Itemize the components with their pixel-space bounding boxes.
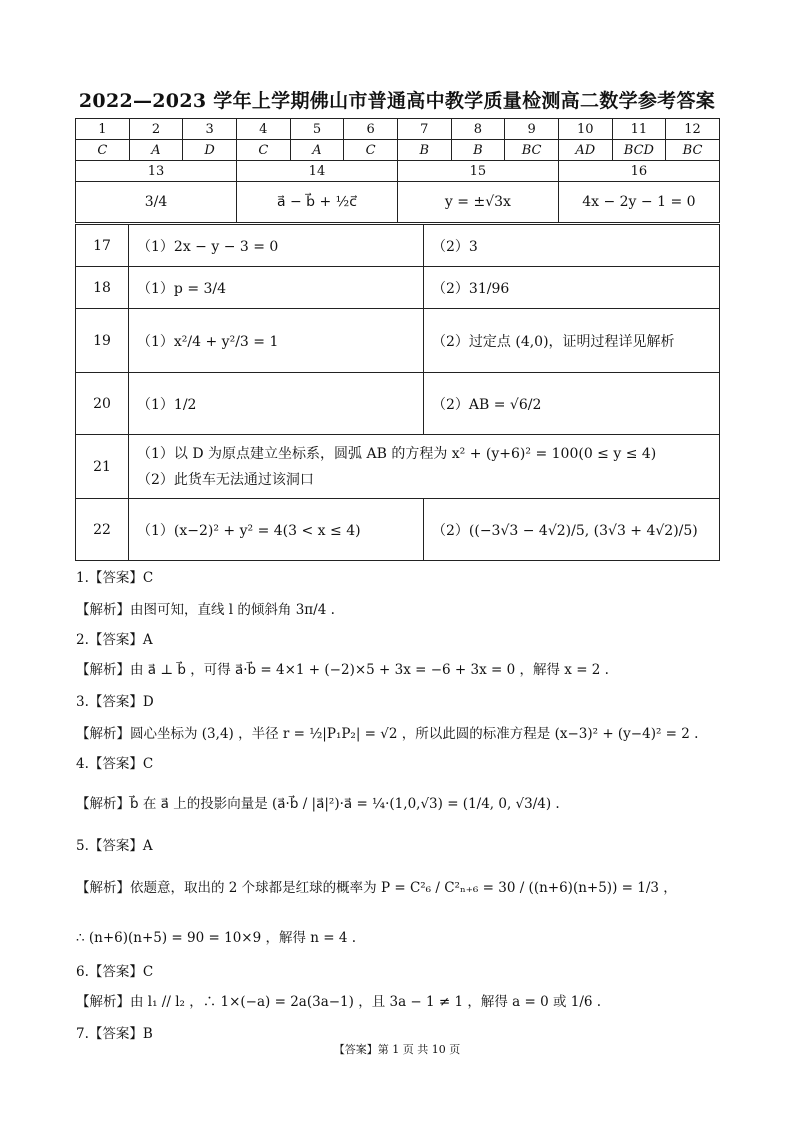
- choice-answer: C: [344, 140, 398, 161]
- question-number: 11: [612, 119, 666, 140]
- solution-row: [76, 499, 720, 561]
- explanation-line: 【解析】由 l₁ // l₂ ，∴ 1×(−a) = 2a(3a−1) ，且 3a − 1 ≠ 1 ，解得 a = 0 或 1/6 .: [76, 994, 602, 1010]
- answer-line: 6.【答案】C: [76, 964, 154, 980]
- part-1-answer: （1）x²/4 + y²/3 = 1: [129, 309, 424, 373]
- part-2-answer: （2）3: [424, 225, 720, 267]
- question-number: 16: [558, 161, 719, 182]
- choice-answer: B: [451, 140, 505, 161]
- question-number: 22: [76, 499, 129, 561]
- choice-answer: BC: [505, 140, 559, 161]
- question-number: 17: [76, 225, 129, 267]
- choice-answer: BC: [666, 140, 720, 161]
- question-number: 8: [451, 119, 505, 140]
- part-1-answer: （1）1/2: [129, 373, 424, 435]
- choice-answer: BCD: [612, 140, 666, 161]
- explanation-line: 【解析】b⃗ 在 a⃗ 上的投影向量是 (a⃗·b⃗ / |a⃗|²)·a⃗ = ¼·(1,0,√3) = (1/4, 0, √3/4) .: [76, 796, 560, 812]
- answer-line: 7.【答案】B: [76, 1026, 153, 1042]
- page-title: 2022—2023 学年上学期佛山市普通高中教学质量检测高二数学参考答案: [78, 90, 716, 112]
- answer-line: 5.【答案】A: [76, 838, 153, 854]
- solution-row: [76, 267, 720, 309]
- question-number: 21: [76, 435, 129, 499]
- solution-row: [76, 373, 720, 435]
- question-number: 4: [236, 119, 290, 140]
- part-2-answer: （2）((−3√3 − 4√2)/5, (3√3 + 4√2)/5): [424, 499, 720, 561]
- solution-text: [129, 435, 720, 499]
- solution-row: [76, 225, 720, 267]
- choice-answer: C: [76, 140, 130, 161]
- part-1-answer: （1）p = 3/4: [129, 267, 424, 309]
- question-number: 20: [76, 373, 129, 435]
- solution-row: [76, 435, 720, 499]
- answer-line: 1.【答案】C: [76, 570, 154, 586]
- choice-number-row: [76, 119, 720, 140]
- question-number: 1: [76, 119, 130, 140]
- answer-table-solutions: [75, 224, 720, 561]
- choice-answer: AD: [558, 140, 612, 161]
- answer-line: 2.【答案】A: [76, 632, 153, 648]
- fill-answer: y = ±√3x: [397, 182, 558, 223]
- explanation-line: ∴ (n+6)(n+5) = 90 = 10×9 ，解得 n = 4 .: [76, 930, 357, 946]
- question-number: 2: [129, 119, 183, 140]
- explanation-line: 【解析】依题意，取出的 2 个球都是红球的概率为 P = C²₆ / C²ₙ₊₆ = 30 / ((n+6)(n+5)) = 1/3 ，: [76, 880, 677, 896]
- fill-number-row: [76, 161, 720, 182]
- question-number: 9: [505, 119, 559, 140]
- page-footer: 【答案】第 1 页 共 10 页: [333, 1043, 461, 1056]
- choice-answer: C: [236, 140, 290, 161]
- answer-line: 4.【答案】C: [76, 756, 154, 772]
- question-number: 18: [76, 267, 129, 309]
- choice-answer: A: [129, 140, 183, 161]
- explanation-line: 【解析】由图可知，直线 l 的倾斜角 3π/4 .: [76, 602, 335, 618]
- part-2-answer: （2）过定点 (4,0)，证明过程详见解析: [424, 309, 720, 373]
- fill-answer: 4x − 2y − 1 = 0: [558, 182, 719, 223]
- part-1-answer: （1）(x−2)² + y² = 4(3 < x ≤ 4): [129, 499, 424, 561]
- question-number: 15: [397, 161, 558, 182]
- part-2-answer: （2）31/96: [424, 267, 720, 309]
- part-2-answer: （2）AB = √6/2: [424, 373, 720, 435]
- answer-table-choice-fill: [75, 118, 720, 223]
- question-number: 14: [236, 161, 397, 182]
- choice-answer: A: [290, 140, 344, 161]
- choice-answer-row: [76, 140, 720, 161]
- solution-row: [76, 309, 720, 373]
- question-number: 10: [558, 119, 612, 140]
- question-number: 6: [344, 119, 398, 140]
- question-number: 7: [397, 119, 451, 140]
- fill-answer-row: [76, 182, 720, 223]
- question-number: 13: [76, 161, 237, 182]
- answer-line: 3.【答案】D: [76, 694, 154, 710]
- question-number: 12: [666, 119, 720, 140]
- explanation-line: 【解析】圆心坐标为 (3,4) ，半径 r = ½|P₁P₂| = √2 ，所以此圆的标准方程是 (x−3)² + (y−4)² = 2 .: [76, 726, 699, 742]
- question-number: 5: [290, 119, 344, 140]
- choice-answer: D: [183, 140, 237, 161]
- explanation-line: 【解析】由 a⃗ ⊥ b⃗ ，可得 a⃗·b⃗ = 4×1 + (−2)×5 + 3x = −6 + 3x = 0 ，解得 x = 2 .: [76, 662, 609, 678]
- question-number: 3: [183, 119, 237, 140]
- part-1-answer: （1）以 D 为原点建立坐标系，圆弧 AB 的方程为 x² + (y+6)² = 100(0 ≤ y ≤ 4): [137, 445, 657, 462]
- fill-answer: 3/4: [76, 182, 237, 223]
- question-number: 19: [76, 309, 129, 373]
- part-1-answer: （1）2x − y − 3 = 0: [129, 225, 424, 267]
- part-2-answer: （2）此货车无法通过该洞口: [137, 471, 314, 488]
- fill-answer: a⃗ − b⃗ + ½c⃗: [236, 182, 397, 223]
- choice-answer: B: [397, 140, 451, 161]
